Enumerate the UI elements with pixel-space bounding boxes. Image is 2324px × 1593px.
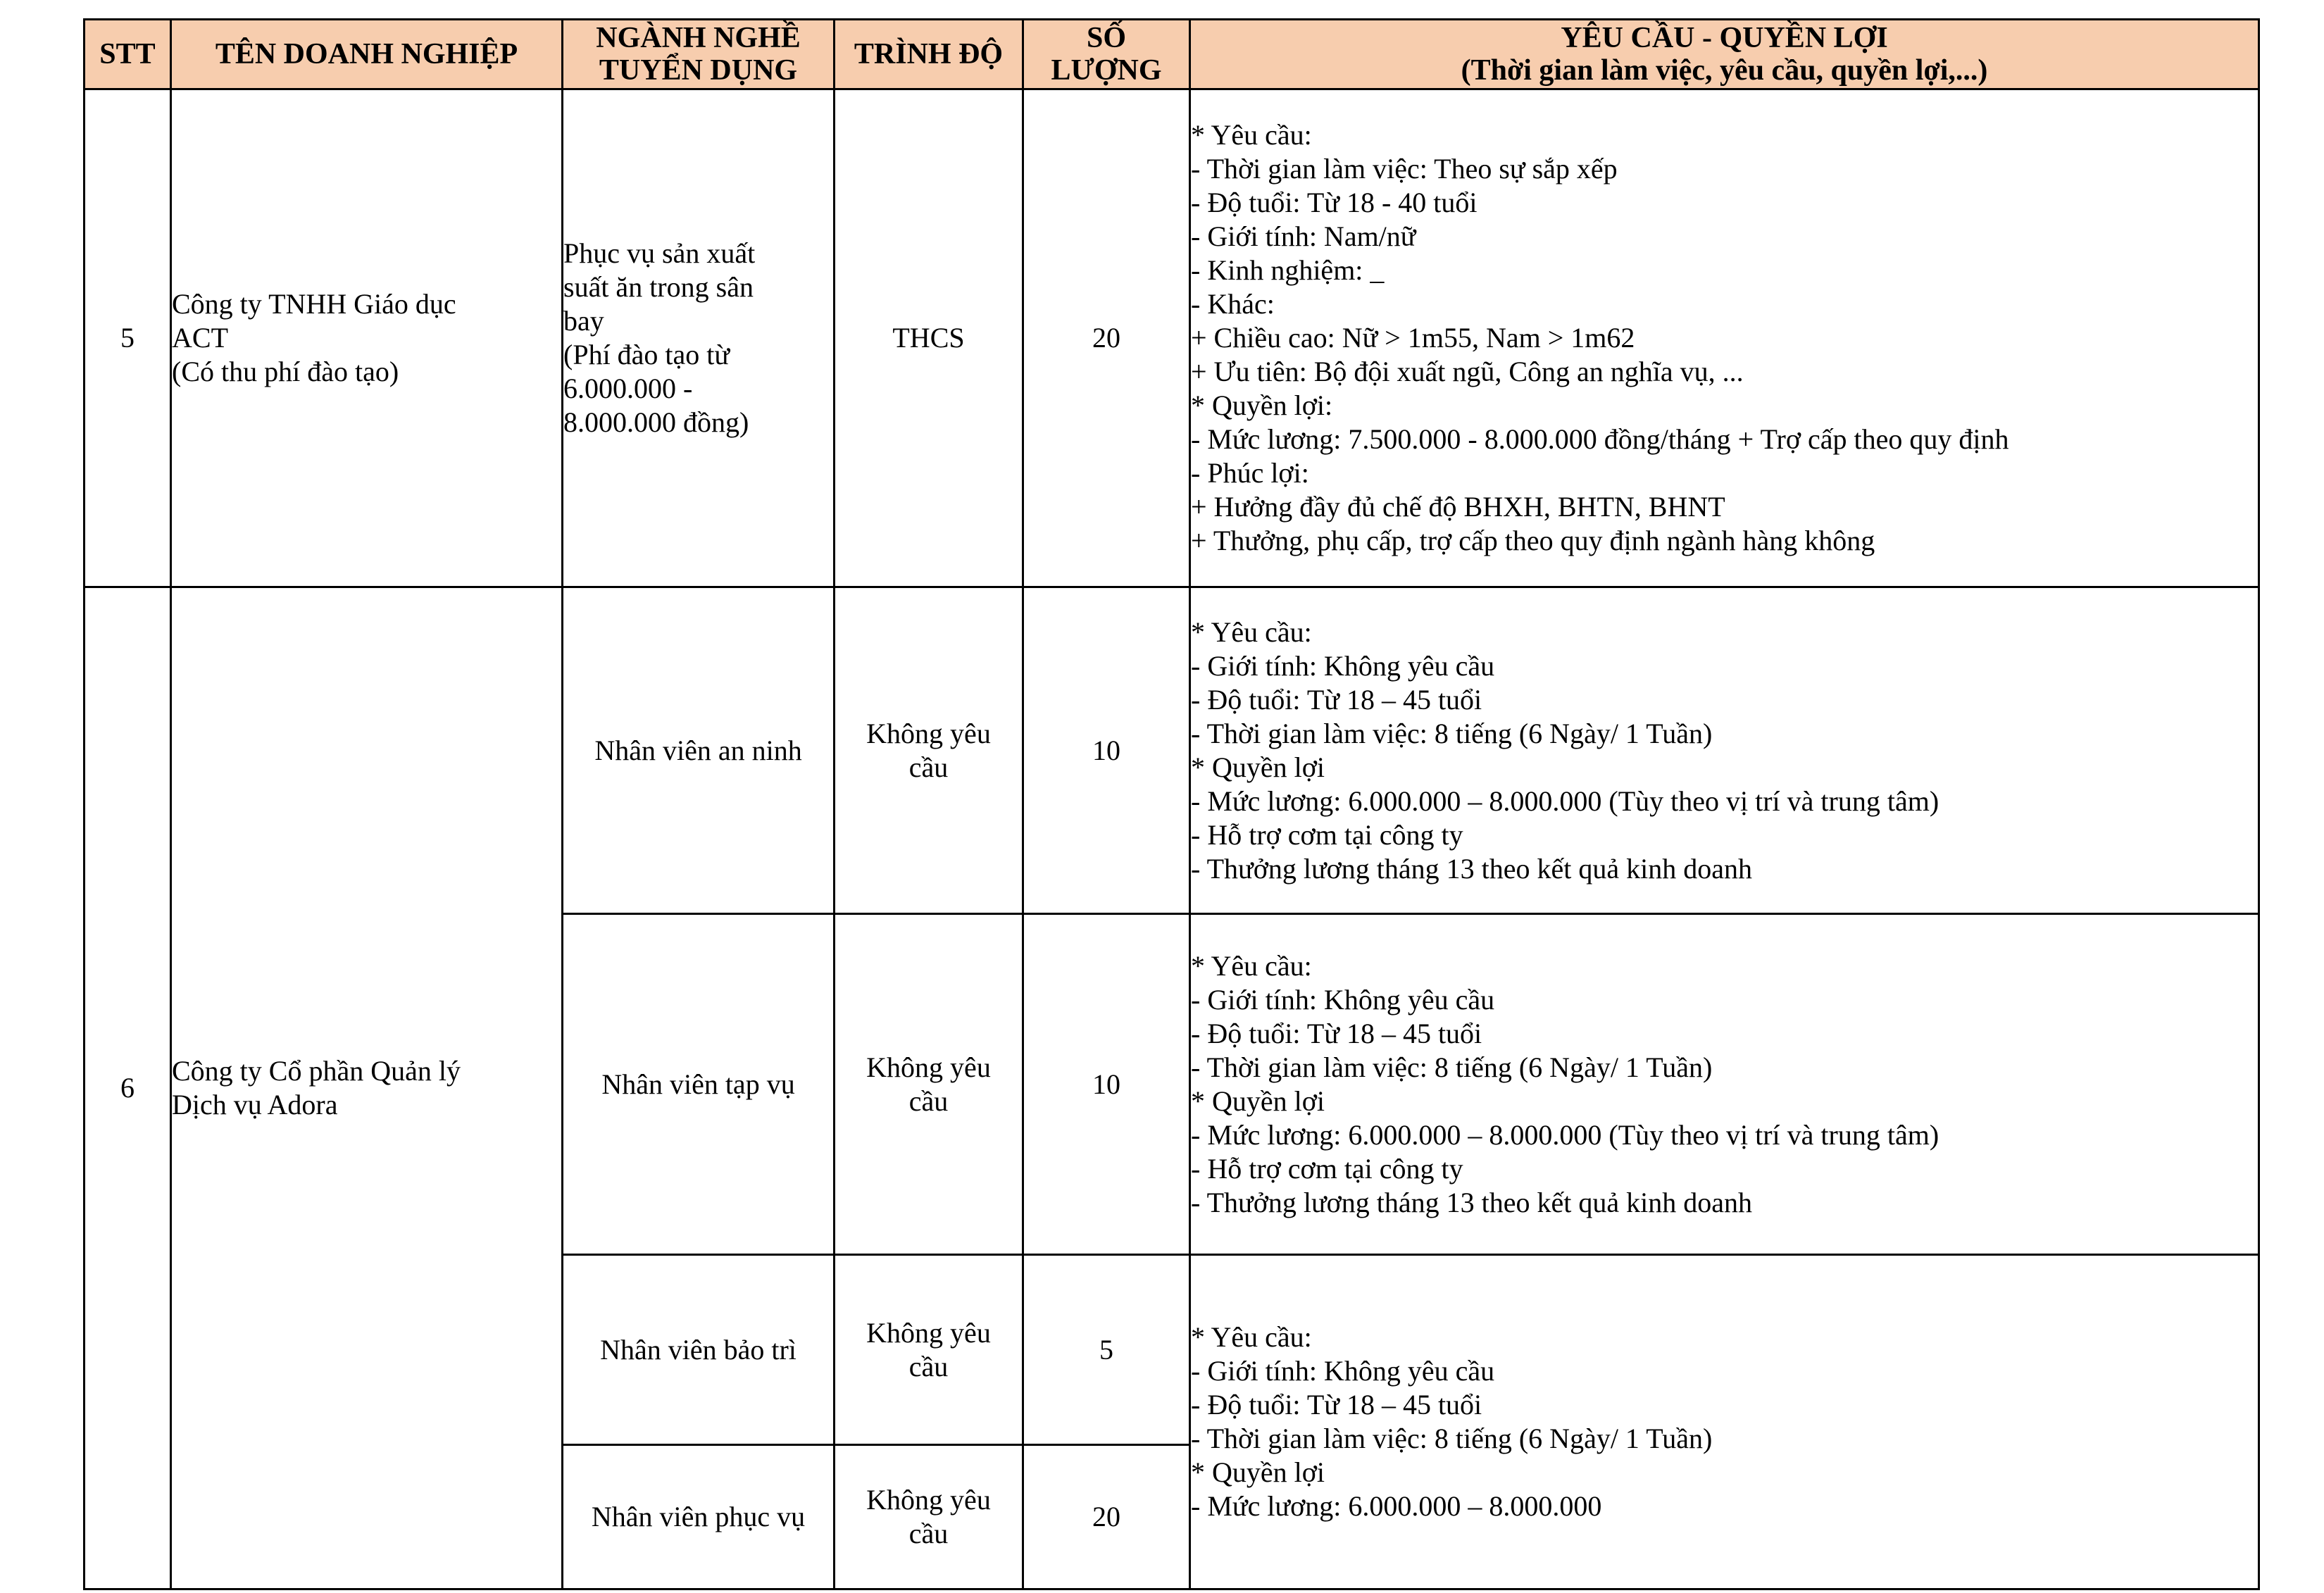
level-cell: Không yêu cầu [835,1255,1023,1445]
details-cell: * Yêu cầu: - Giới tính: Không yêu cầu - Độ tuổi: Từ 18 – 45 tuổi - Thời gian làm việc: 8 tiếng (6 Ngày/ 1 Tuần) * Quyền lợi - Mức lương: 6.000.000 – 8.000.000 (Tùy theo vị trí và trung tâm) - Hỗ trợ cơm tại công ty - Thưởng lương tháng 13 theo kết quả kinh doanh [1190,587,2259,914]
details-cell: * Yêu cầu: - Thời gian làm việc: Theo sự sắp xếp - Độ tuổi: Từ 18 - 40 tuổi - Giới tính: Nam/nữ - Kinh nghiệm: _ - Khác: + Chiều cao: Nữ > 1m55, Nam > 1m62 + Ưu tiên: Bộ đội xuất ngũ, Công an nghĩa vụ, ... * Quyền lợi: - Mức lương: 7.500.000 - 8.000.000 đồng/tháng + Trợ cấp theo quy định - Phúc lợi: + Hưởng đầy đủ chế độ BHXH, BHTN, BHNT + Thưởng, phụ cấp, trợ cấp theo quy định ngành hàng không [1190,89,2259,587]
recruitment-table [83,18,2260,1590]
company-cell: Công ty TNHH Giáo dục ACT (Có thu phí đào tạo) [171,89,563,587]
quantity-cell: 20 [1023,1445,1190,1589]
header-industry: NGÀNH NGHỀ TUYỂN DỤNG [563,20,835,89]
industry-cell: Nhân viên tạp vụ [563,914,835,1255]
header-level: TRÌNH ĐỘ [835,20,1023,89]
level-cell: Không yêu cầu [835,587,1023,914]
table-row [85,587,2259,914]
header-stt: STT [85,20,171,89]
header-requirements: YÊU CẦU - QUYỀN LỢI (Thời gian làm việc, yêu cầu, quyền lợi,...) [1190,20,2259,89]
level-cell: THCS [835,89,1023,587]
industry-cell: Nhân viên bảo trì [563,1255,835,1445]
details-cell: * Yêu cầu: - Giới tính: Không yêu cầu - Độ tuổi: Từ 18 – 45 tuổi - Thời gian làm việc: 8 tiếng (6 Ngày/ 1 Tuần) * Quyền lợi - Mức lương: 6.000.000 – 8.000.000 (Tùy theo vị trí và trung tâm) - Hỗ trợ cơm tại công ty - Thưởng lương tháng 13 theo kết quả kinh doanh [1190,914,2259,1255]
details-cell: * Yêu cầu: - Giới tính: Không yêu cầu - Độ tuổi: Từ 18 – 45 tuổi - Thời gian làm việc: 8 tiếng (6 Ngày/ 1 Tuần) * Quyền lợi - Mức lương: 6.000.000 – 8.000.000 [1190,1255,2259,1589]
quantity-cell: 10 [1023,587,1190,914]
company-cell: Công ty Cổ phần Quản lý Dịch vụ Adora [171,587,563,1589]
stt-cell: 6 [85,587,171,1589]
table-row [85,89,2259,587]
industry-cell: Phục vụ sản xuất suất ăn trong sân bay (Phí đào tạo từ 6.000.000 - 8.000.000 đồng) [563,89,835,587]
quantity-cell: 5 [1023,1255,1190,1445]
header-company: TÊN DOANH NGHIỆP [171,20,563,89]
stt-cell: 5 [85,89,171,587]
quantity-cell: 20 [1023,89,1190,587]
industry-cell: Nhân viên an ninh [563,587,835,914]
level-cell: Không yêu cầu [835,1445,1023,1589]
level-cell: Không yêu cầu [835,914,1023,1255]
header-quantity: SỐ LƯỢNG [1023,20,1190,89]
header-row [85,20,2259,89]
industry-cell: Nhân viên phục vụ [563,1445,835,1589]
quantity-cell: 10 [1023,914,1190,1255]
